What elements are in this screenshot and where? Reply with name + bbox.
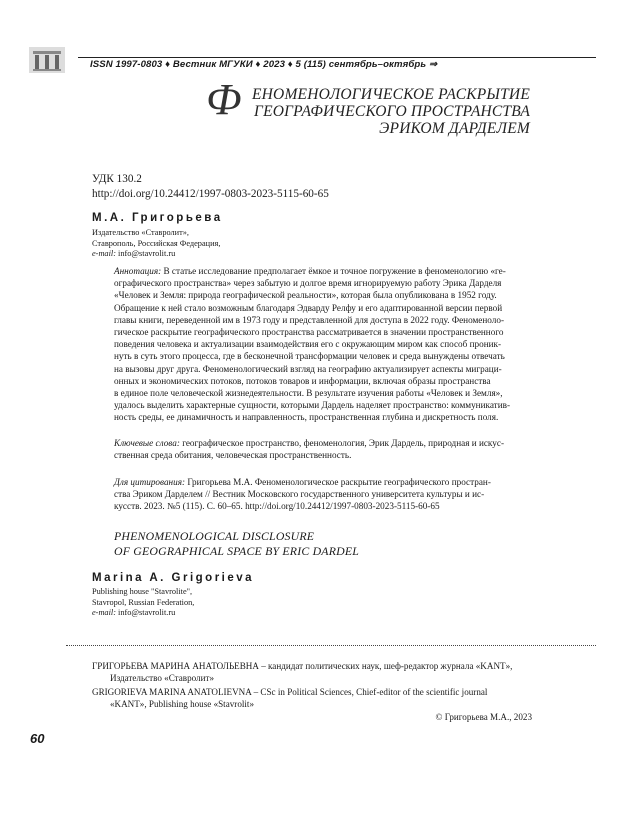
abstract-line: Аннотация: В статье исследование предполагает ёмкое и точное погружение в феноменологию «ге- — [114, 266, 506, 276]
abstract-line: поведения человека и актуализации взаимодействия его с окружающим миром как способ проник- — [114, 339, 502, 350]
abstract-line: ность среды, ее динамичность и направленность, пространственная глубина и дискретность поля. — [114, 412, 499, 423]
bio-line: ГРИГОРЬЕВА МАРИНА АНАТОЛЬЕВНА – кандидат политических наук, шеф-редактор журнала «KANT», — [92, 661, 513, 671]
citation — [114, 476, 534, 513]
email-link[interactable]: info@stavrolit.ru — [118, 608, 176, 617]
email-link[interactable]: info@stavrolit.ru — [118, 249, 176, 258]
author-name-en: Marina A. Grigorieva — [92, 572, 255, 584]
author-affiliation-ru — [92, 228, 220, 260]
page-number: 60 — [30, 731, 45, 746]
title-line: ЭРИКОМ ДАРДЕЛЕМ — [379, 120, 530, 137]
citation-line: ства Эриком Дарделем // Вестник Московского государственного университета культуры и ис- — [114, 489, 485, 500]
keywords-label: Ключевые слова: — [114, 438, 180, 448]
running-header — [0, 47, 622, 73]
title-initial: Ф — [205, 75, 242, 124]
title-line: ЕНОМЕНОЛОГИЧЕСКОЕ РАСКРЫТИЕ — [251, 86, 530, 103]
affiliation-line: Publishing house "Stavrolite", — [92, 587, 193, 596]
bio-line: «KANT», Publishing house «Stavrolit» — [110, 699, 254, 709]
citation-label: Для цитирования: — [114, 477, 186, 487]
header-rule — [78, 57, 596, 58]
abstract-label: Аннотация: — [114, 266, 162, 276]
email-label: e-mail: — [92, 608, 116, 617]
bio-line: Издательство «Ставролит» — [110, 673, 214, 683]
affiliation-line: Stavropol, Russian Federation, — [92, 597, 195, 607]
email-line — [92, 608, 194, 619]
doi-link[interactable]: http://doi.org/10.24412/1997-0803-2023-5115-60-65 — [92, 188, 329, 200]
abstract-line: удалось выделить характерные сущности, которыми Дардель наделяет пространство: коммуникатив- — [114, 400, 511, 411]
article-title-ru — [205, 75, 530, 137]
keywords-line: Ключевые слова: географическое пространство, феноменология, Эрик Дардель, природная и искус- — [114, 438, 505, 448]
abstract-line: Обращение к ней стало возможным благодаря Эдварду Релфу и его адаптированной версии первой — [114, 302, 503, 313]
email-line — [92, 249, 220, 260]
abstract-line: онных и экономических потоков, потоков товаров и информации, включая образы пространства — [114, 375, 491, 386]
citation-line: Для цитирования: Григорьева М.А. Феноменологическое раскрытие географического простран- — [114, 477, 491, 487]
keywords — [114, 437, 534, 461]
copyright: © Григорьева М.А., 2023 — [435, 712, 532, 722]
email-label: e-mail: — [92, 249, 116, 258]
abstract-line: на вызовы друг друга. Феноменологический взгляд на географию актуализирует аспекты миграци- — [114, 363, 502, 374]
author-bio-ru — [92, 660, 536, 684]
columns-logo-icon — [29, 47, 65, 73]
udk-block — [92, 172, 329, 202]
abstract-line: гическое раскрытие географического пространства рассматривается в значении пространственного — [114, 327, 504, 338]
abstract-line: ографического пространства» через забытую и долгое время игнорируемую работу Эрика Дарделя — [114, 278, 502, 289]
abstract-line: в единое поле человеческой жизнедеятельности. В результате изучения работы «Человек и Земля», — [114, 388, 503, 399]
affiliation-line: Издательство «Ставролит», — [92, 228, 189, 237]
title-line: ГЕОГРАФИЧЕСКОГО ПРОСТРАНСТВА — [254, 103, 530, 120]
author-bio-en — [92, 686, 536, 710]
udk-code: УДК 130.2 — [92, 173, 142, 185]
title-en-line: PHENOMENOLOGICAL DISCLOSURE — [114, 529, 315, 543]
affiliation-line: Ставрополь, Российская Федерация, — [92, 238, 221, 248]
abstract-line: главы книги, переведенной им в 1973 году и представленной для доступа в 2022 году. Феноменоло- — [114, 314, 505, 325]
abstract — [114, 265, 534, 424]
citation-line: кусств. 2023. №5 (115). С. 60–65. http://doi.org/10.24412/1997-0803-2023-5115-60-65 — [114, 501, 440, 512]
author-affiliation-en — [92, 587, 194, 619]
bio-line: GRIGORIEVA MARINA ANATOLIEVNA – CSc in Political Sciences, Chief-editor of the scientific journal — [92, 687, 488, 697]
footer-divider — [66, 645, 596, 646]
keywords-line: ственная среда обитания, человеческая пространственность. — [114, 450, 352, 461]
abstract-line: нуть в суть этого процесса, где в бесконечной трансформации человек и среда вынуждены отвечать — [114, 351, 505, 362]
article-title-en — [114, 529, 359, 558]
author-name-ru: М.А. Григорьева — [92, 212, 223, 224]
abstract-line: «Человек и Земля: природа географической реальности», которая была опубликована в 1952 году. — [114, 290, 497, 301]
title-en-line: OF GEOGRAPHICAL SPACE BY ERIC DARDEL — [114, 543, 359, 558]
journal-line: ISSN 1997-0803 ♦ Вестник МГУКИ ♦ 2023 ♦ 5 (115) сентябрь–октябрь ⇒ — [90, 59, 438, 70]
